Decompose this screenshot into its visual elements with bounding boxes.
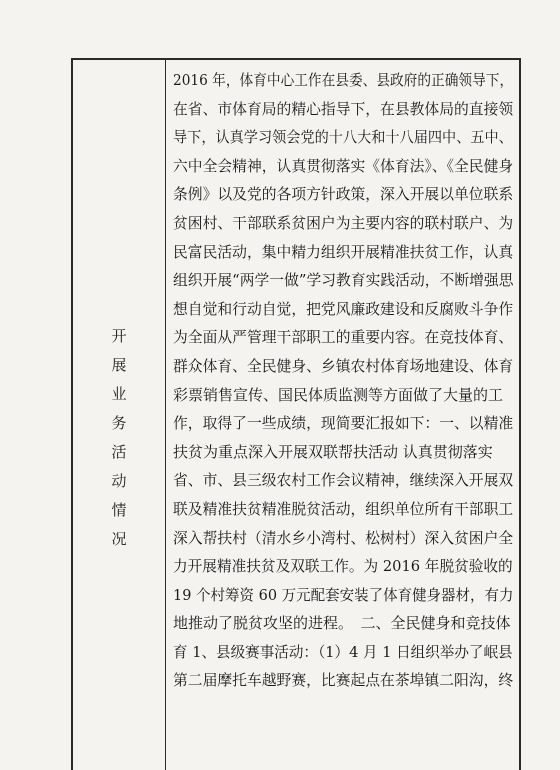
form-table — [71, 58, 521, 770]
content-line: 想自觉和行动自觉，把党风廉政建设和反腐败斗争作 — [173, 299, 514, 318]
content-line: 19 个村筹资 60 万元配套安装了体育健身器材，有力 — [173, 585, 514, 604]
row-label-char: 务 — [111, 414, 127, 432]
content-cell — [173, 66, 513, 695]
content-line: 彩票销售宣传、国民体质监测等方面做了大量的工 — [173, 385, 504, 404]
row-label-char: 情 — [111, 501, 127, 519]
row-label-char: 展 — [111, 356, 127, 374]
content-line: 省、市、县三级农村工作会议精神，继续深入开展双 — [173, 471, 514, 490]
row-label-char: 活 — [111, 443, 127, 461]
content-line: 导下，认真学习领会党的十八大和十八届四中、五中、 — [173, 128, 513, 147]
content-line: 扶贫为重点深入开展双联帮扶活动 认真贯彻落实 — [173, 442, 493, 461]
column-divider — [165, 60, 166, 770]
content-line: 为全面从严管理干部职工的重要内容。在竞技体育、 — [173, 328, 514, 347]
content-line: 组织开展“两学一做”学习教育实践活动，不断增强思 — [173, 271, 514, 290]
content-line: 条例》以及党的各项方针政策，深入开展以单位联系 — [173, 185, 514, 204]
content-line: 地推动了脱贫攻坚的进程。 二、全民健身和竞技体 — [173, 614, 511, 633]
content-line: 深入帮扶村（清水乡小湾村、松树村）深入贫困户全 — [173, 528, 514, 547]
row-label-char: 开 — [111, 327, 127, 345]
row-label — [73, 322, 165, 554]
content-line: 群众体育、全民健身、乡镇农村体育场地建设、体育 — [173, 356, 514, 375]
content-line: 2016 年，体育中心工作在县委、县政府的正确领导下， — [173, 71, 514, 89]
content-line: 六中全会精神，认真贯彻落实《体育法》、《全民健身 — [173, 156, 514, 175]
content-line: 在省、市体育局的精心指导下，在县教体局的直接领 — [173, 99, 514, 118]
row-label-char: 动 — [111, 472, 127, 490]
content-line: 育 1、县级赛事活动：（1）4 月 1 日组织举办了岷县 — [173, 642, 513, 661]
content-line: 作，取得了一些成绩，现简要汇报如下：一、以精准 — [173, 414, 514, 433]
row-label-char: 况 — [111, 530, 127, 548]
row-label-cell — [73, 60, 165, 770]
content-line: 第二届摩托车越野赛，比赛起点在茶埠镇二阳沟，终 — [173, 671, 514, 690]
content-line: 联及精准扶贫精准脱贫活动，组织单位所有干部职工 — [173, 499, 514, 518]
row-label-char: 业 — [111, 385, 127, 403]
content-line: 贫困村、干部联系贫困户为主要内容的联村联户、为 — [173, 213, 514, 232]
content-line: 民富民活动，集中精力组织开展精准扶贫工作，认真 — [173, 242, 514, 261]
content-line: 力开展精准扶贫及双联工作。为 2016 年脱贫验收的 — [173, 557, 513, 576]
